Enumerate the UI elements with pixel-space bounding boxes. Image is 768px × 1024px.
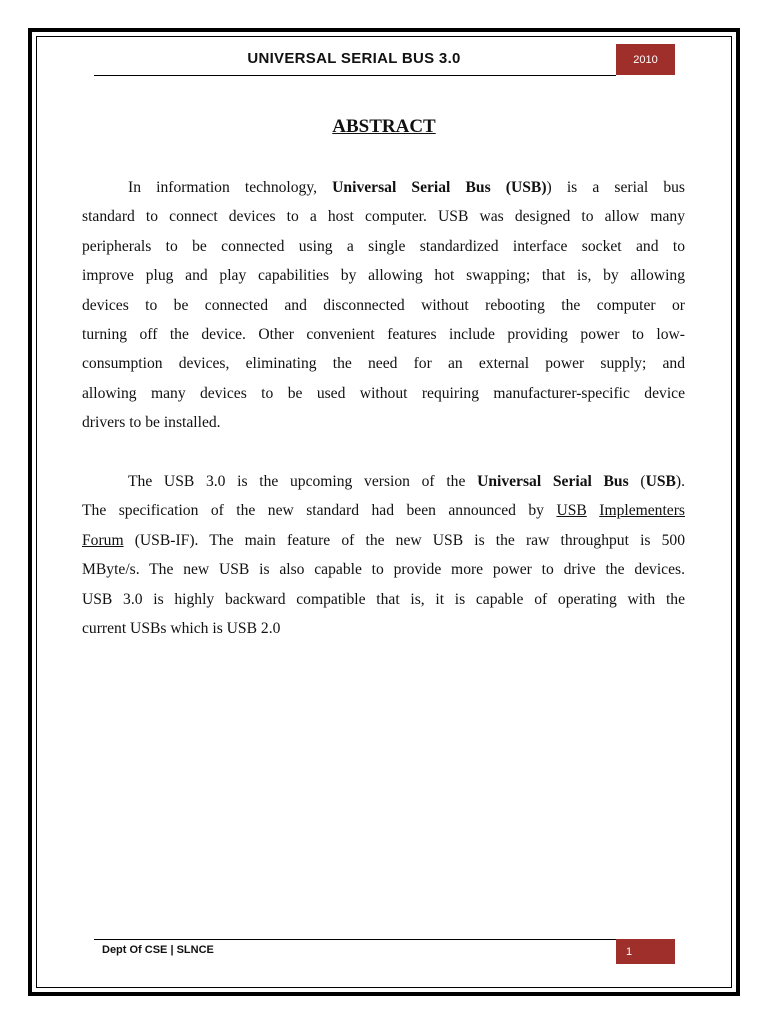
header-year-badge: 2010 bbox=[616, 44, 675, 75]
paragraph-line: peripherals to be connected using a single standardized interface socket and to bbox=[82, 237, 685, 255]
usb-link[interactable]: USB bbox=[556, 502, 587, 520]
paragraph-line: In information technology, Universal Serial Bus (USB)) is a serial bus bbox=[128, 179, 685, 196]
page-heading: ABSTRACT bbox=[332, 116, 436, 137]
header-title: UNIVERSAL SERIAL BUS 3.0 bbox=[247, 50, 461, 67]
paragraph-line: improve plug and play capabilities by allowing hot swapping; that is, by allowing bbox=[82, 267, 685, 285]
footer-rule bbox=[94, 939, 616, 940]
paragraph-line: devices to be connected and disconnected without rebooting the computer or bbox=[82, 296, 685, 314]
page-number-badge: 1 bbox=[616, 939, 675, 964]
forum-link[interactable]: Forum bbox=[82, 531, 124, 549]
paragraph-line: current USBs which is USB 2.0 bbox=[82, 620, 281, 638]
paragraph-line: Forum (USB-IF). The main feature of the new USB is the raw throughput is 500 bbox=[82, 531, 685, 549]
paragraph-line: allowing many devices to be used without requiring manufacturer-specific device bbox=[82, 384, 685, 402]
footer-department: Dept Of CSE | SLNCE bbox=[102, 944, 214, 956]
paragraph-line: MByte/s. The new USB is also capable to provide more power to drive the devices. bbox=[82, 561, 685, 579]
paragraph-line: consumption devices, eliminating the need for an external power supply; and bbox=[82, 355, 685, 373]
abstract-paragraph-2 bbox=[82, 467, 685, 643]
paragraph-line: turning off the device. Other convenient features include providing power to low- bbox=[82, 326, 685, 344]
paragraph-line: standard to connect devices to a host computer. USB was designed to allow many bbox=[82, 208, 685, 226]
header-rule bbox=[94, 75, 616, 76]
paragraph-line: USB 3.0 is highly backward compatible that is, it is capable of operating with the bbox=[82, 590, 685, 608]
paragraph-line: The specification of the new standard had been announced by USB Implementers bbox=[82, 502, 685, 520]
paragraph-line: The USB 3.0 is the upcoming version of the Universal Serial Bus (USB). bbox=[128, 473, 685, 490]
paragraph-line: drivers to be installed. bbox=[82, 414, 221, 432]
implementers-link[interactable]: Implementers bbox=[599, 502, 685, 520]
abstract-paragraph-1 bbox=[82, 173, 685, 438]
